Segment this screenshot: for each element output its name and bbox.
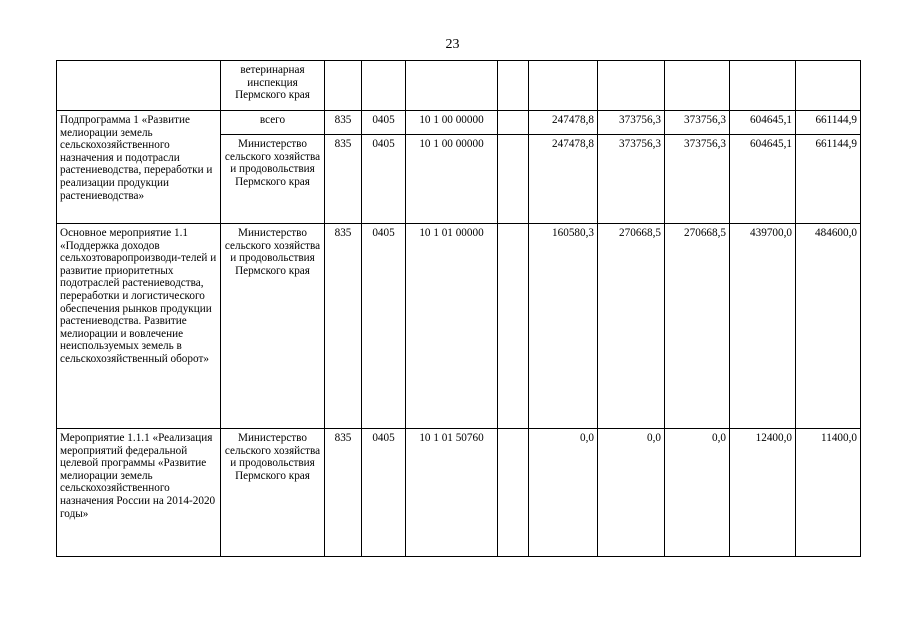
section-cell — [362, 61, 406, 111]
measure-name-cell: Подпрограмма 1 «Развитие мелиорации земель сельскохозяйственного назначения и подотрасли растениеводства, переработки и реализации продукции растениеводства» — [57, 111, 221, 224]
amount-cell: 373756,3 — [665, 135, 730, 224]
amount-cell: 270668,5 — [665, 224, 730, 429]
program-budget-table — [56, 60, 861, 557]
section-cell: 0405 — [362, 224, 406, 429]
amount-cell: 270668,5 — [598, 224, 665, 429]
target-article-cell: 10 1 00 00000 — [406, 135, 498, 224]
amount-cell — [665, 61, 730, 111]
amount-cell: 0,0 — [529, 429, 598, 557]
measure-name-cell: Основное мероприятие 1.1 «Поддержка доходов сельхозтоваропроизводи-телей и развитие приоритетных подотраслей растениеводства, переработки и логистического обеспечения рынков продукции растениеводства. Развитие мелиорации и вовлечение неиспользуемых земель в сельскохозяйственный оборот» — [57, 224, 221, 429]
page-number: 23 — [445, 37, 460, 52]
expense-type-cell — [498, 135, 529, 224]
amount-cell: 373756,3 — [665, 111, 730, 135]
amount-cell — [598, 61, 665, 111]
amount-cell — [529, 61, 598, 111]
amount-cell: 373756,3 — [598, 111, 665, 135]
amount-cell: 484600,0 — [796, 224, 861, 429]
amount-cell: 604645,1 — [730, 135, 796, 224]
target-article-cell — [406, 61, 498, 111]
grbs-cell: 835 — [325, 429, 362, 557]
grbs-cell: 835 — [325, 224, 362, 429]
amount-cell: 661144,9 — [796, 135, 861, 224]
measure-name-cell: Мероприятие 1.1.1 «Реализация мероприятий федеральной целевой программы «Развитие мелиорации земель сельскохозяйственного назначения России на 2014-2020 годы» — [57, 429, 221, 557]
expense-type-cell — [498, 224, 529, 429]
amount-cell: 373756,3 — [598, 135, 665, 224]
target-article-cell: 10 1 00 00000 — [406, 111, 498, 135]
table-row — [57, 111, 861, 135]
table-row — [57, 224, 861, 429]
amount-cell: 0,0 — [598, 429, 665, 557]
amount-cell: 247478,8 — [529, 111, 598, 135]
grbs-cell: 835 — [325, 111, 362, 135]
amount-cell: 604645,1 — [730, 111, 796, 135]
grbs-cell — [325, 61, 362, 111]
executor-cell: Министерство сельского хозяйства и продовольствия Пермского края — [221, 224, 325, 429]
section-cell: 0405 — [362, 429, 406, 557]
amount-cell: 661144,9 — [796, 111, 861, 135]
executor-cell: Министерство сельского хозяйства и продовольствия Пермского края — [221, 429, 325, 557]
table-row — [57, 429, 861, 557]
table-row — [57, 61, 861, 111]
grbs-cell: 835 — [325, 135, 362, 224]
expense-type-cell — [498, 61, 529, 111]
amount-cell — [796, 61, 861, 111]
target-article-cell: 10 1 01 00000 — [406, 224, 498, 429]
expense-type-cell — [498, 111, 529, 135]
section-cell: 0405 — [362, 111, 406, 135]
executor-cell: Министерство сельского хозяйства и продовольствия Пермского края — [221, 135, 325, 224]
amount-cell: 12400,0 — [730, 429, 796, 557]
measure-name-cell — [57, 61, 221, 111]
amount-cell — [730, 61, 796, 111]
section-cell: 0405 — [362, 135, 406, 224]
expense-type-cell — [498, 429, 529, 557]
executor-cell: всего — [221, 111, 325, 135]
amount-cell: 11400,0 — [796, 429, 861, 557]
amount-cell: 247478,8 — [529, 135, 598, 224]
amount-cell: 160580,3 — [529, 224, 598, 429]
executor-cell: ветеринарная инспекция Пермского края — [221, 61, 325, 111]
target-article-cell: 10 1 01 50760 — [406, 429, 498, 557]
amount-cell: 0,0 — [665, 429, 730, 557]
amount-cell: 439700,0 — [730, 224, 796, 429]
